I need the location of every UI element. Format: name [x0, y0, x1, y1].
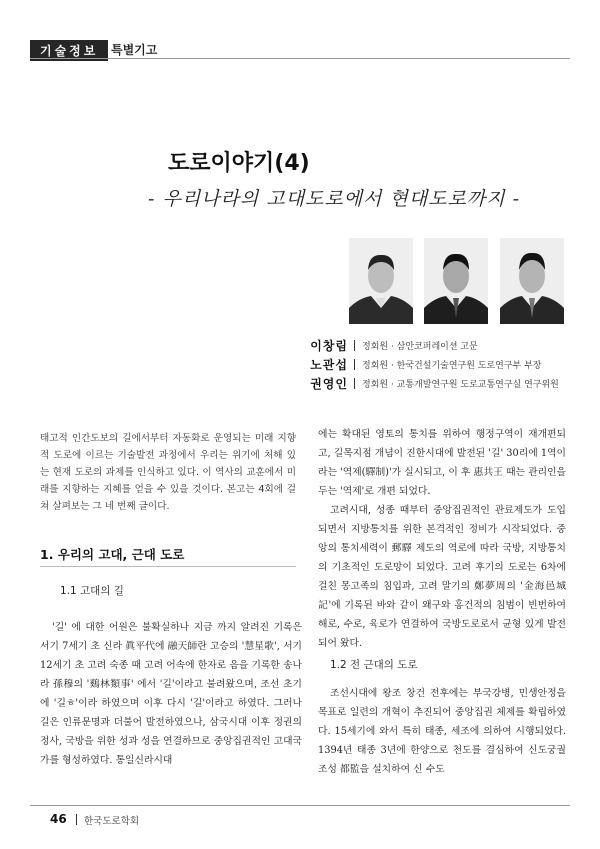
author-photo-2 — [424, 238, 488, 324]
author-photo-1 — [349, 238, 413, 324]
author-affiliation: 정회원 · 교통개발연구원 도로교통연구실 연구위원 — [362, 380, 559, 390]
section-heading: 1. 우리의 고대, 근대 도로 — [40, 547, 185, 562]
body-paragraph: '길' 에 대한 어원은 불확실하나 지금 까지 알려진 기록은 서기 7세기 초 신라 眞平代에 融天師란 고승의 '慧星歌', 서기 12세기 초 고려 숙종 때 고려 어속에 한자로 음을 기록한 송나라 孫穆의 '鷄林類事' 에서 '길'이라고 불려왔으며, 조선 초기에 '길ㅎ'이라 하였으며 이후 다시 '길'이라고 하였다. 그러나 길은 인류문명과 더불어 발전하였으나, 삼국시대 이후 정권의 정사, 국방을 위한 성과 성을 연결하므로 중앙집권적인 고대국가를 형성하였다. 통일신라시대 — [40, 622, 302, 766]
body-column-right-lower — [318, 684, 566, 779]
category-label: 특별기고 — [111, 43, 158, 57]
page-number: 46 — [50, 812, 67, 826]
section-tag: 기술정보 — [30, 40, 108, 61]
author-name: 이창림 — [310, 339, 348, 353]
section-divider — [40, 566, 296, 567]
author-list — [290, 336, 559, 393]
author-photo-3 — [500, 238, 564, 324]
abstract — [40, 430, 296, 515]
body-column-right — [318, 425, 566, 653]
author-row — [290, 374, 559, 393]
header-divider — [30, 58, 570, 59]
body-paragraph: 고려시대, 성종 때부터 중앙집권적인 관료제도가 도입되면서 지방통치를 위한 본격적인 정비가 시작되었다. 중앙의 통치세력이 郵驛 제도의 역로에 따라 국방, 지방통치의 기초적인 도로망이 되었다. 고려 후기의 도로는 6차에 걸친 몽고족의 침입과, 고려 말기의 鄭夢周의 '金海邑城記'에 기록된 바와 같이 왜구와 홍건적의 침범이 빈번하여 해로, 수로, 육로가 연결하여 국방도로로서 균형 있게 발전되어 왔다. — [318, 505, 566, 649]
abstract-text: 태고적 인간도보의 길에서부터 자동화로 운영되는 미래 지향적 도로에 이르는 기술발전 과정에서 우리는 위기에 처해 있는 현재 도로의 과제를 인식하고 있다. 이 역사의 교훈에서 미래를 지향하는 지혜를 얻을 수 있을 것이다. 본고는 4회에 걸쳐 살펴보는 그 네 번째 글이다. — [40, 433, 296, 512]
author-affiliation: 정회원 · 삼안코퍼레이션 고문 — [362, 342, 478, 352]
author-divider — [354, 378, 355, 389]
author-name: 권영인 — [310, 377, 348, 391]
body-paragraph: 조선시대에 왕조 창건 전후에는 부국강병, 민생안정을 목표로 일련의 개혁이 추진되어 중앙집권 체제를 확립하였다. 15세기에 와서 특히 태종, 세조에 의하여 시행되었다. 1394년 태종 3년에 한양으로 천도를 결심하여 신도궁궐조성 都監을 설치하여 신 수도 — [318, 688, 566, 775]
author-divider — [354, 359, 355, 370]
article-subtitle: - 우리나라의 고대도로에서 현대도로까지 - — [148, 188, 521, 210]
author-divider — [354, 340, 355, 351]
subsection-heading: 1.1 고대의 길 — [60, 585, 124, 597]
body-column-left — [40, 618, 302, 770]
author-row — [290, 355, 559, 374]
author-affiliation: 정회원 · 한국건설기술연구원 도로연구부 부장 — [362, 361, 542, 371]
subsection-heading: 1.2 전 근대의 도로 — [330, 659, 418, 671]
journal-name: 한국도로학회 — [84, 816, 140, 827]
body-paragraph: 에는 확대된 영토의 통치를 위하여 행정구역이 재개편되고, 길목지점 개념이 진한시대에 발전된 '길' 30리에 1역이라는 '역제(驛制)'가 실시되고, 이 후 惠共王 때는 관리인을 두는 '역제'로 개편 되었다. — [318, 429, 566, 497]
author-name: 노관섭 — [310, 358, 348, 372]
footer-divider — [30, 805, 570, 806]
author-row — [290, 336, 559, 355]
article-title: 도로이야기(4) — [168, 151, 310, 176]
footer-separator — [76, 814, 77, 825]
